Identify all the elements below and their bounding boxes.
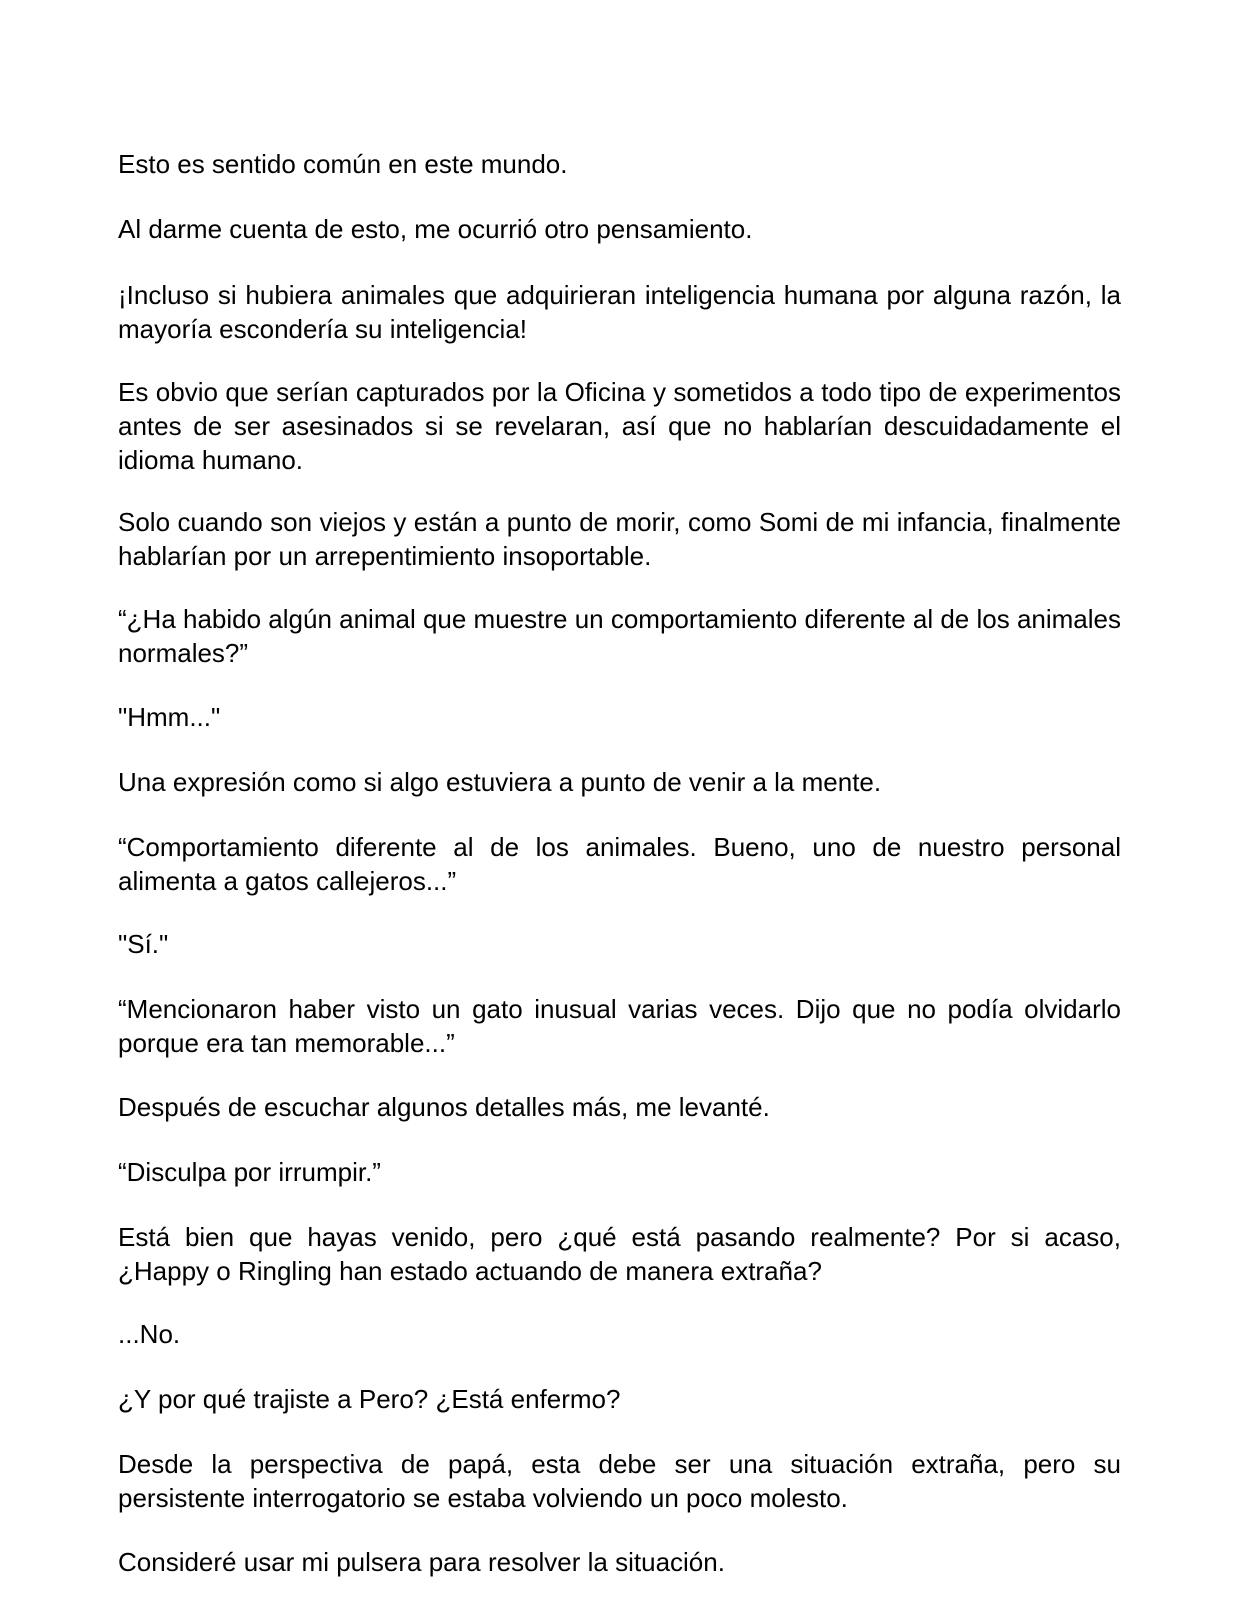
paragraph: Es obvio que serían capturados por la Oficina y sometidos a todo tipo de experimentos antes de ser asesinados si se revelaran, así que no hablarían descuidadamente el idioma humano. <box>118 377 1121 475</box>
paragraph: ¿Y por qué trajiste a Pero? ¿Está enfermo? <box>118 1384 621 1414</box>
paragraph: Una expresión como si algo estuviera a punto de venir a la mente. <box>118 767 882 797</box>
paragraph: Está bien que hayas venido, pero ¿qué está pasando realmente? Por si acaso, ¿Happy o Ringling han estado actuando de manera extraña? <box>118 1222 1121 1286</box>
paragraph: Después de escuchar algunos detalles más, me levanté. <box>118 1092 770 1122</box>
paragraph: Esto es sentido común en este mundo. <box>118 149 568 179</box>
paragraph: "Sí." <box>118 929 169 959</box>
paragraph: Consideré usar mi pulsera para resolver la situación. <box>118 1547 725 1577</box>
paragraph: ¡Incluso si hubiera animales que adquirieran inteligencia humana por alguna razón, la mayoría escondería su inteligencia! <box>118 280 1121 344</box>
paragraph: “Disculpa por irrumpir.” <box>118 1157 381 1187</box>
paragraph: "Hmm..." <box>118 702 221 732</box>
paragraph: “Mencionaron haber visto un gato inusual varias veces. Dijo que no podía olvidarlo porque era tan memorable...” <box>118 994 1121 1058</box>
paragraph: Desde la perspectiva de papá, esta debe ser una situación extraña, pero su persistente interrogatorio se estaba volviendo un poco molesto. <box>118 1449 1121 1513</box>
paragraph: Solo cuando son viejos y están a punto de morir, como Somi de mi infancia, finalmente hablarían por un arrepentimiento insoportable. <box>118 507 1121 571</box>
paragraph: ...No. <box>118 1319 181 1349</box>
paragraph: “Comportamiento diferente al de los animales. Bueno, uno de nuestro personal alimenta a gatos callejeros...” <box>118 832 1121 896</box>
paragraph: “¿Ha habido algún animal que muestre un comportamiento diferente al de los animales normales?” <box>118 604 1122 668</box>
paragraph: Al darme cuenta de esto, me ocurrió otro pensamiento. <box>118 214 753 244</box>
